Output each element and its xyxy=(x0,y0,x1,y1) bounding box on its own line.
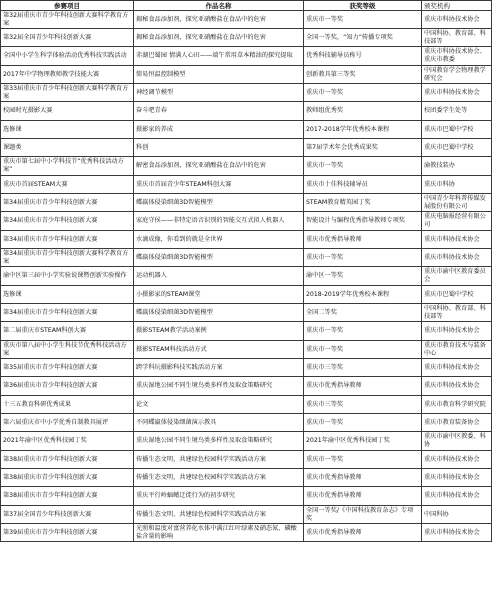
table-row xyxy=(1,249,492,267)
cell-work-title: 解密食品添加剂，探究亚硝酸盐在食品中的危害 xyxy=(134,157,304,176)
cell-issuer: 重庆市科协 xyxy=(422,176,492,194)
table-row xyxy=(1,11,492,29)
cell-award-level: 重庆市三等奖 xyxy=(304,359,422,377)
cell-award-level: 全国一等奖/《中国科技教育杂志》专项奖 xyxy=(304,506,422,524)
cell-issuer: 中国科协 xyxy=(422,506,492,524)
cell-project: 第39届重庆市青少年科技创新大赛 xyxy=(1,524,134,542)
cell-work-title: 小摄影家的STEAM课堂 xyxy=(134,286,304,304)
cell-award-level: 重庆市优秀指导教师 xyxy=(304,231,422,249)
cell-award-level: 智能设计与编程优秀指导教师专项奖 xyxy=(304,212,422,231)
cell-award-level: 渝中区一等奖 xyxy=(304,267,422,286)
cell-project: 第36届重庆市青少年科技创新大赛 xyxy=(1,377,134,396)
table-row xyxy=(1,84,492,102)
cell-work-title: 不同蝶羸体侵染细菌演示教具 xyxy=(134,414,304,432)
cell-project: 2017年中学物理教师教学技能大赛 xyxy=(1,66,134,84)
cell-project: 重庆市第八届中小学生科技节优秀科技活动方案 xyxy=(1,341,134,359)
cell-work-title: 重庆市首届青少年STEAM科创大赛 xyxy=(134,176,304,194)
table-row xyxy=(1,469,492,487)
cell-award-level: 全国一等奖，“知力”传播专项奖 xyxy=(304,29,422,47)
header-work-title: 作品名称 xyxy=(134,1,304,11)
cell-work-title: 重庆湿地公园不同生境鸟类多样性及取食策略研究 xyxy=(134,377,304,396)
cell-issuer: 重庆市教育科学研究院 xyxy=(422,396,492,414)
cell-project: 校园时光摄影大赛 xyxy=(1,102,134,121)
cell-work-title: 家庭守侯——非特定语音识别的智能交互式拟人机器人 xyxy=(134,212,304,231)
cell-issuer: 中国青少年科普传媒发展股份有限公司 xyxy=(422,194,492,212)
cell-project: 第34届重庆市青少年科技创新大赛科学教育方案 xyxy=(1,249,134,267)
cell-work-title: 光照和温度对富营养化水体中满江红叶绿素及硝态氮、磷酸盐含量的影响 xyxy=(134,524,304,542)
cell-work-title: 摄影家的养成 xyxy=(134,121,304,139)
cell-issuer: 重庆市科协技术协会 xyxy=(422,249,492,267)
cell-issuer: 重庆市科协技术协会 xyxy=(422,451,492,469)
cell-work-title: 蝶羸体侵染细菌3D智能模型 xyxy=(134,194,304,212)
cell-work-title: 揭秘食品添加剂，探究亚硝酸盐在食品中的危害 xyxy=(134,29,304,47)
cell-project: 选修课 xyxy=(1,121,134,139)
cell-project: 选修课 xyxy=(1,286,134,304)
table-row xyxy=(1,487,492,506)
cell-issuer: 中国科协、教育部、科技部等 xyxy=(422,29,492,47)
cell-award-level: 重庆市优秀指导教师 xyxy=(304,524,422,542)
cell-project: 第32届重庆市青少年科技创新大赛科学教育方案 xyxy=(1,11,134,29)
header-award-level: 获奖等级 xyxy=(304,1,422,11)
cell-issuer: 重庆市科协技术协会 xyxy=(422,377,492,396)
cell-project: 第37届全国青少年科技创新大赛 xyxy=(1,506,134,524)
cell-work-title: 揭秘食品添加剂，探究亚硝酸盐在食品中的危害 xyxy=(134,11,304,29)
header-project: 参赛项目 xyxy=(1,1,134,11)
cell-work-title: 运动机器人 xyxy=(134,267,304,286)
cell-work-title: 重庆湿地公园不同生境鸟类多样性及取食策略研究 xyxy=(134,432,304,451)
cell-issuer: 重庆市科协技术协会 xyxy=(422,487,492,506)
cell-award-level: 重庆市优秀指导教师 xyxy=(304,469,422,487)
table-row xyxy=(1,212,492,231)
cell-work-title: 摄影STEAM科技活动方式 xyxy=(134,341,304,359)
cell-project: 第32届全国青少年科技创新大赛 xyxy=(1,29,134,47)
cell-award-level: 重庆市三等奖 xyxy=(304,396,422,414)
cell-project: 第34届重庆市青少年科技创新大赛 xyxy=(1,212,134,231)
cell-work-title: 传播生态文明，共建绿色校园科学实践活动方案 xyxy=(134,506,304,524)
cell-project: 第六届重庆市中小学优秀自制教具展评 xyxy=(1,414,134,432)
table-row xyxy=(1,341,492,359)
cell-project: 重庆市首届STEAM大赛 xyxy=(1,176,134,194)
cell-issuer: 重庆市科协技术协会、重庆市教委 xyxy=(422,47,492,66)
cell-project: 第35届重庆市青少年科技创新大赛 xyxy=(1,359,134,377)
table-row xyxy=(1,524,492,542)
cell-work-title: 科创 xyxy=(134,139,304,157)
table-row xyxy=(1,322,492,341)
cell-issuer: 重庆市科协技术协会 xyxy=(422,469,492,487)
cell-work-title: 蝶羸体侵染细菌3D智能模型 xyxy=(134,249,304,267)
table-row xyxy=(1,286,492,304)
cell-work-title: 赤湖巴蜀园 情满人心田——端午常用草本精油的探究提取 xyxy=(134,47,304,66)
cell-project: 第38届重庆市青少年科技创新大赛 xyxy=(1,469,134,487)
table-header-row xyxy=(1,1,492,11)
cell-work-title: 传播生态文明，共建绿色校园科学实践活动方案 xyxy=(134,469,304,487)
cell-work-title: 蝶羸体侵染细菌3D智能模型 xyxy=(134,304,304,322)
cell-award-level: 创新教具第三等奖 xyxy=(304,66,422,84)
table-row xyxy=(1,506,492,524)
table-row xyxy=(1,176,492,194)
cell-project: 重庆市第七届中小学科技节“优秀科技活动方案” xyxy=(1,157,134,176)
cell-issuer: 重庆市科协技术协会 xyxy=(422,524,492,542)
cell-award-level: 重庆市一等奖 xyxy=(304,11,422,29)
cell-work-title: 论文 xyxy=(134,396,304,414)
cell-issuer: 重庆市科协技术协会 xyxy=(422,231,492,249)
table-row xyxy=(1,231,492,249)
table-row xyxy=(1,396,492,414)
cell-issuer: 校团委学生处等 xyxy=(422,102,492,121)
cell-project: 渝中区第三届中小学实验说课暨创新实验操作 xyxy=(1,267,134,286)
cell-issuer: 中国教育学会物理教学研究会 xyxy=(422,66,492,84)
cell-award-level: 2017-2018学年优秀校本课程 xyxy=(304,121,422,139)
cell-award-level: 第7届学术年会优秀成果奖 xyxy=(304,139,422,157)
cell-issuer: 重庆市巴蜀中学校 xyxy=(422,286,492,304)
cell-project: 全国中小学生科学体验活动优秀科技实践活动 xyxy=(1,47,134,66)
table-row xyxy=(1,121,492,139)
table-row xyxy=(1,66,492,84)
table-row xyxy=(1,377,492,396)
cell-award-level: 重庆市一等奖 xyxy=(304,249,422,267)
table-row xyxy=(1,451,492,469)
table-row xyxy=(1,267,492,286)
table-row xyxy=(1,139,492,157)
cell-award-level: 重庆市十佳科技辅导员 xyxy=(304,176,422,194)
cell-project: 第33届重庆市青少年科技创新大赛科学教育方案 xyxy=(1,84,134,102)
cell-award-level: 重庆市一等奖 xyxy=(304,341,422,359)
cell-issuer: 重庆市巴蜀中学校 xyxy=(422,121,492,139)
table-row xyxy=(1,29,492,47)
cell-project: 课题类 xyxy=(1,139,134,157)
cell-work-title: 重庆平行岭蝠鳍迁徙行为的初步研究 xyxy=(134,487,304,506)
cell-issuer: 渝教技装办 xyxy=(422,157,492,176)
cell-issuer: 重庆市科协技术协会 xyxy=(422,322,492,341)
cell-project: 第38届重庆市青少年科技创新大赛 xyxy=(1,487,134,506)
table-row xyxy=(1,432,492,451)
cell-issuer: 重庆电脑报经营有限公司 xyxy=(422,212,492,231)
table-body xyxy=(1,11,492,542)
cell-issuer: 重庆市科协技术协会 xyxy=(422,84,492,102)
cell-award-level: 重庆市一等奖 xyxy=(304,157,422,176)
cell-issuer: 重庆市教育技术与装备中心 xyxy=(422,341,492,359)
cell-project: 第二届重庆市STEAM科创大赛 xyxy=(1,322,134,341)
table-row xyxy=(1,194,492,212)
table-row xyxy=(1,304,492,322)
cell-work-title: 跨学科玩摄影科技实践活动方案 xyxy=(134,359,304,377)
cell-award-level: 重庆市一等奖 xyxy=(304,451,422,469)
cell-project: 2021年渝中区优秀科技园丁奖 xyxy=(1,432,134,451)
table-row xyxy=(1,102,492,121)
cell-work-title: 简易恒温控制模型 xyxy=(134,66,304,84)
cell-award-level: 全国二等奖 xyxy=(304,304,422,322)
cell-work-title: 奋斗吧青春 xyxy=(134,102,304,121)
cell-award-level: 优秀科技辅导员称号 xyxy=(304,47,422,66)
cell-issuer: 重庆市巴蜀中学校 xyxy=(422,139,492,157)
cell-award-level: 重庆市优秀指导教师 xyxy=(304,377,422,396)
cell-work-title: 摄影STEAM教学活动案例 xyxy=(134,322,304,341)
cell-award-level: 2018-2019学年优秀校本课程 xyxy=(304,286,422,304)
cell-work-title: 水滴成像，你看到的就是全世界 xyxy=(134,231,304,249)
cell-project: 第34届重庆市青少年科技创新大赛 xyxy=(1,194,134,212)
table-row xyxy=(1,157,492,176)
cell-issuer: 重庆市科协技术协会 xyxy=(422,359,492,377)
cell-award-level: 重庆市优秀指导教师 xyxy=(304,487,422,506)
cell-issuer: 重庆市渝中区教育委员会 xyxy=(422,267,492,286)
cell-issuer: 重庆市科协技术协会 xyxy=(422,11,492,29)
cell-project: 第34届重庆市青少年科技创新大赛 xyxy=(1,304,134,322)
table-row xyxy=(1,359,492,377)
cell-award-level: 重庆市一等奖 xyxy=(304,414,422,432)
cell-issuer: 重庆市教育装备协会 xyxy=(422,414,492,432)
cell-work-title: 神经调节模型 xyxy=(134,84,304,102)
cell-issuer: 中国科协、教育部、科技部等 xyxy=(422,304,492,322)
cell-award-level: 教师组优秀奖 xyxy=(304,102,422,121)
header-issuer: 颁奖机构 xyxy=(422,1,492,11)
cell-award-level: 重庆市一等奖 xyxy=(304,322,422,341)
table-row xyxy=(1,414,492,432)
cell-award-level: 2021年渝中区优秀科技园丁奖 xyxy=(304,432,422,451)
table-row xyxy=(1,47,492,66)
cell-issuer: 重庆市渝中区教委、科协 xyxy=(422,432,492,451)
cell-award-level: 重庆市一等奖 xyxy=(304,84,422,102)
cell-project: 十三五教育科研优秀成果 xyxy=(1,396,134,414)
cell-work-title: 传播生态文明，共建绿色校园科学实践活动方案 xyxy=(134,451,304,469)
cell-project: 第34届重庆市青少年科技创新大赛 xyxy=(1,231,134,249)
cell-project: 第38届重庆市青少年科技创新大赛 xyxy=(1,451,134,469)
cell-award-level: STEAM教育精英园丁奖 xyxy=(304,194,422,212)
